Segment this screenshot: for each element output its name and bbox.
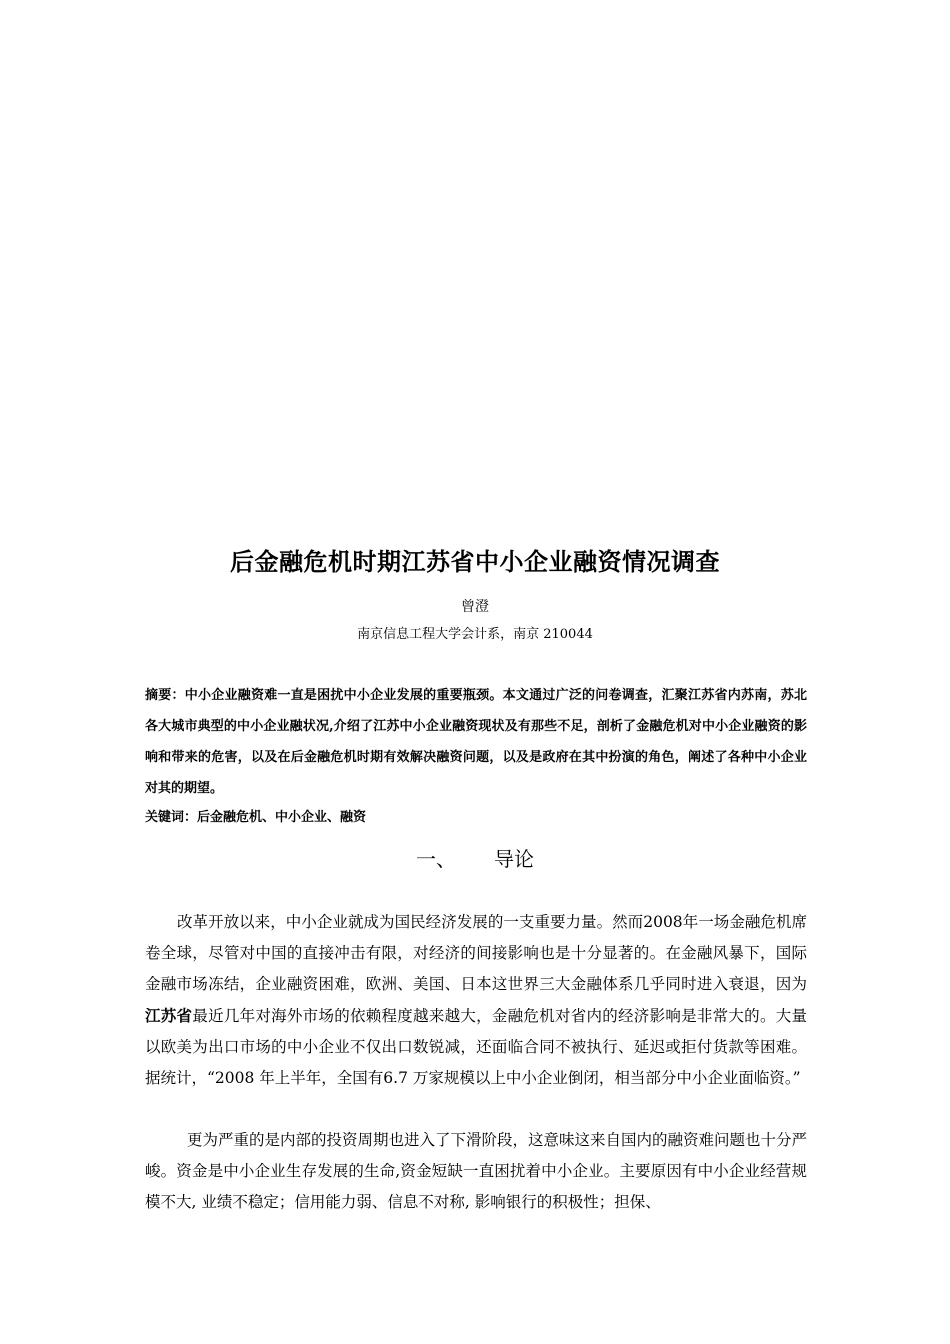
body-paragraph [145, 1125, 807, 1218]
section-number: 一、 [416, 847, 456, 871]
section-heading [0, 844, 950, 874]
paragraph-text: 更为严重的是内部的投资周期也进入了下滑阶段，这意味这来自国内的融资难问题也十分严峻。资金是中小企业生存发展的生命,资金短缺一直困扰着中小企业。主要原因有中小企业经营规模不大, 业绩不稳定；信用能力弱、信息不对称, 影响银行的积极性；担保、 [145, 1131, 808, 1211]
keywords [145, 802, 807, 833]
body-paragraph [145, 907, 807, 1094]
abstract [145, 680, 807, 804]
author-affiliation: 南京信息工程大学会计系，南京 210044 [357, 627, 593, 642]
keywords-label: 关键词： [145, 810, 198, 825]
section-title: 导论 [494, 847, 534, 871]
paragraph-text: 最近几年对海外市场的依赖程度越来越大，金融危机对省内的经济影响是非常大的。大量以欧美为出口市场的中小企业不仅出口数锐减，还面临合同不被执行、延迟或拒付货款等困难。据统计，“2008 年上半年，全国有6.7 万家规模以上中小企业倒闭，相当部分中小企业面临资。” [145, 1007, 807, 1087]
highlighted-term: 江苏省 [145, 1006, 193, 1025]
author-name: 曾澄 [461, 599, 489, 615]
abstract-label: 摘要： [145, 688, 185, 703]
keywords-text: 后金融危机、中小企业、融资 [197, 810, 367, 825]
paper-title: 后金融危机时期江苏省中小企业融资情况调查 [230, 548, 720, 576]
abstract-text: 中小企业融资难一直是困扰中小企业发展的重要瓶颈。本文通过广泛的问卷调查，汇聚江苏省内苏南，苏北各大城市典型的中小企业融状况,介绍了江苏中小企业融资现状及有那些不足，剖析了金融危机对中小企业融资的影响和带来的危害，以及在后金融危机时期有效解决融资问题，以及是政府在其中扮演的角色，阐述了各种中小企业对其的期望。 [145, 688, 807, 796]
paragraph-text: 改革开放以来，中小企业就成为国民经济发展的一支重要力量。然而2008年一场金融危机席卷全球，尽管对中国的直接冲击有限，对经济的间接影响也是十分显著的。在金融风暴下，国际金融市场冻结，企业融资困难，欧洲、美国、日本这世界三大金融体系几乎同时进入衰退，因为 [145, 913, 807, 993]
